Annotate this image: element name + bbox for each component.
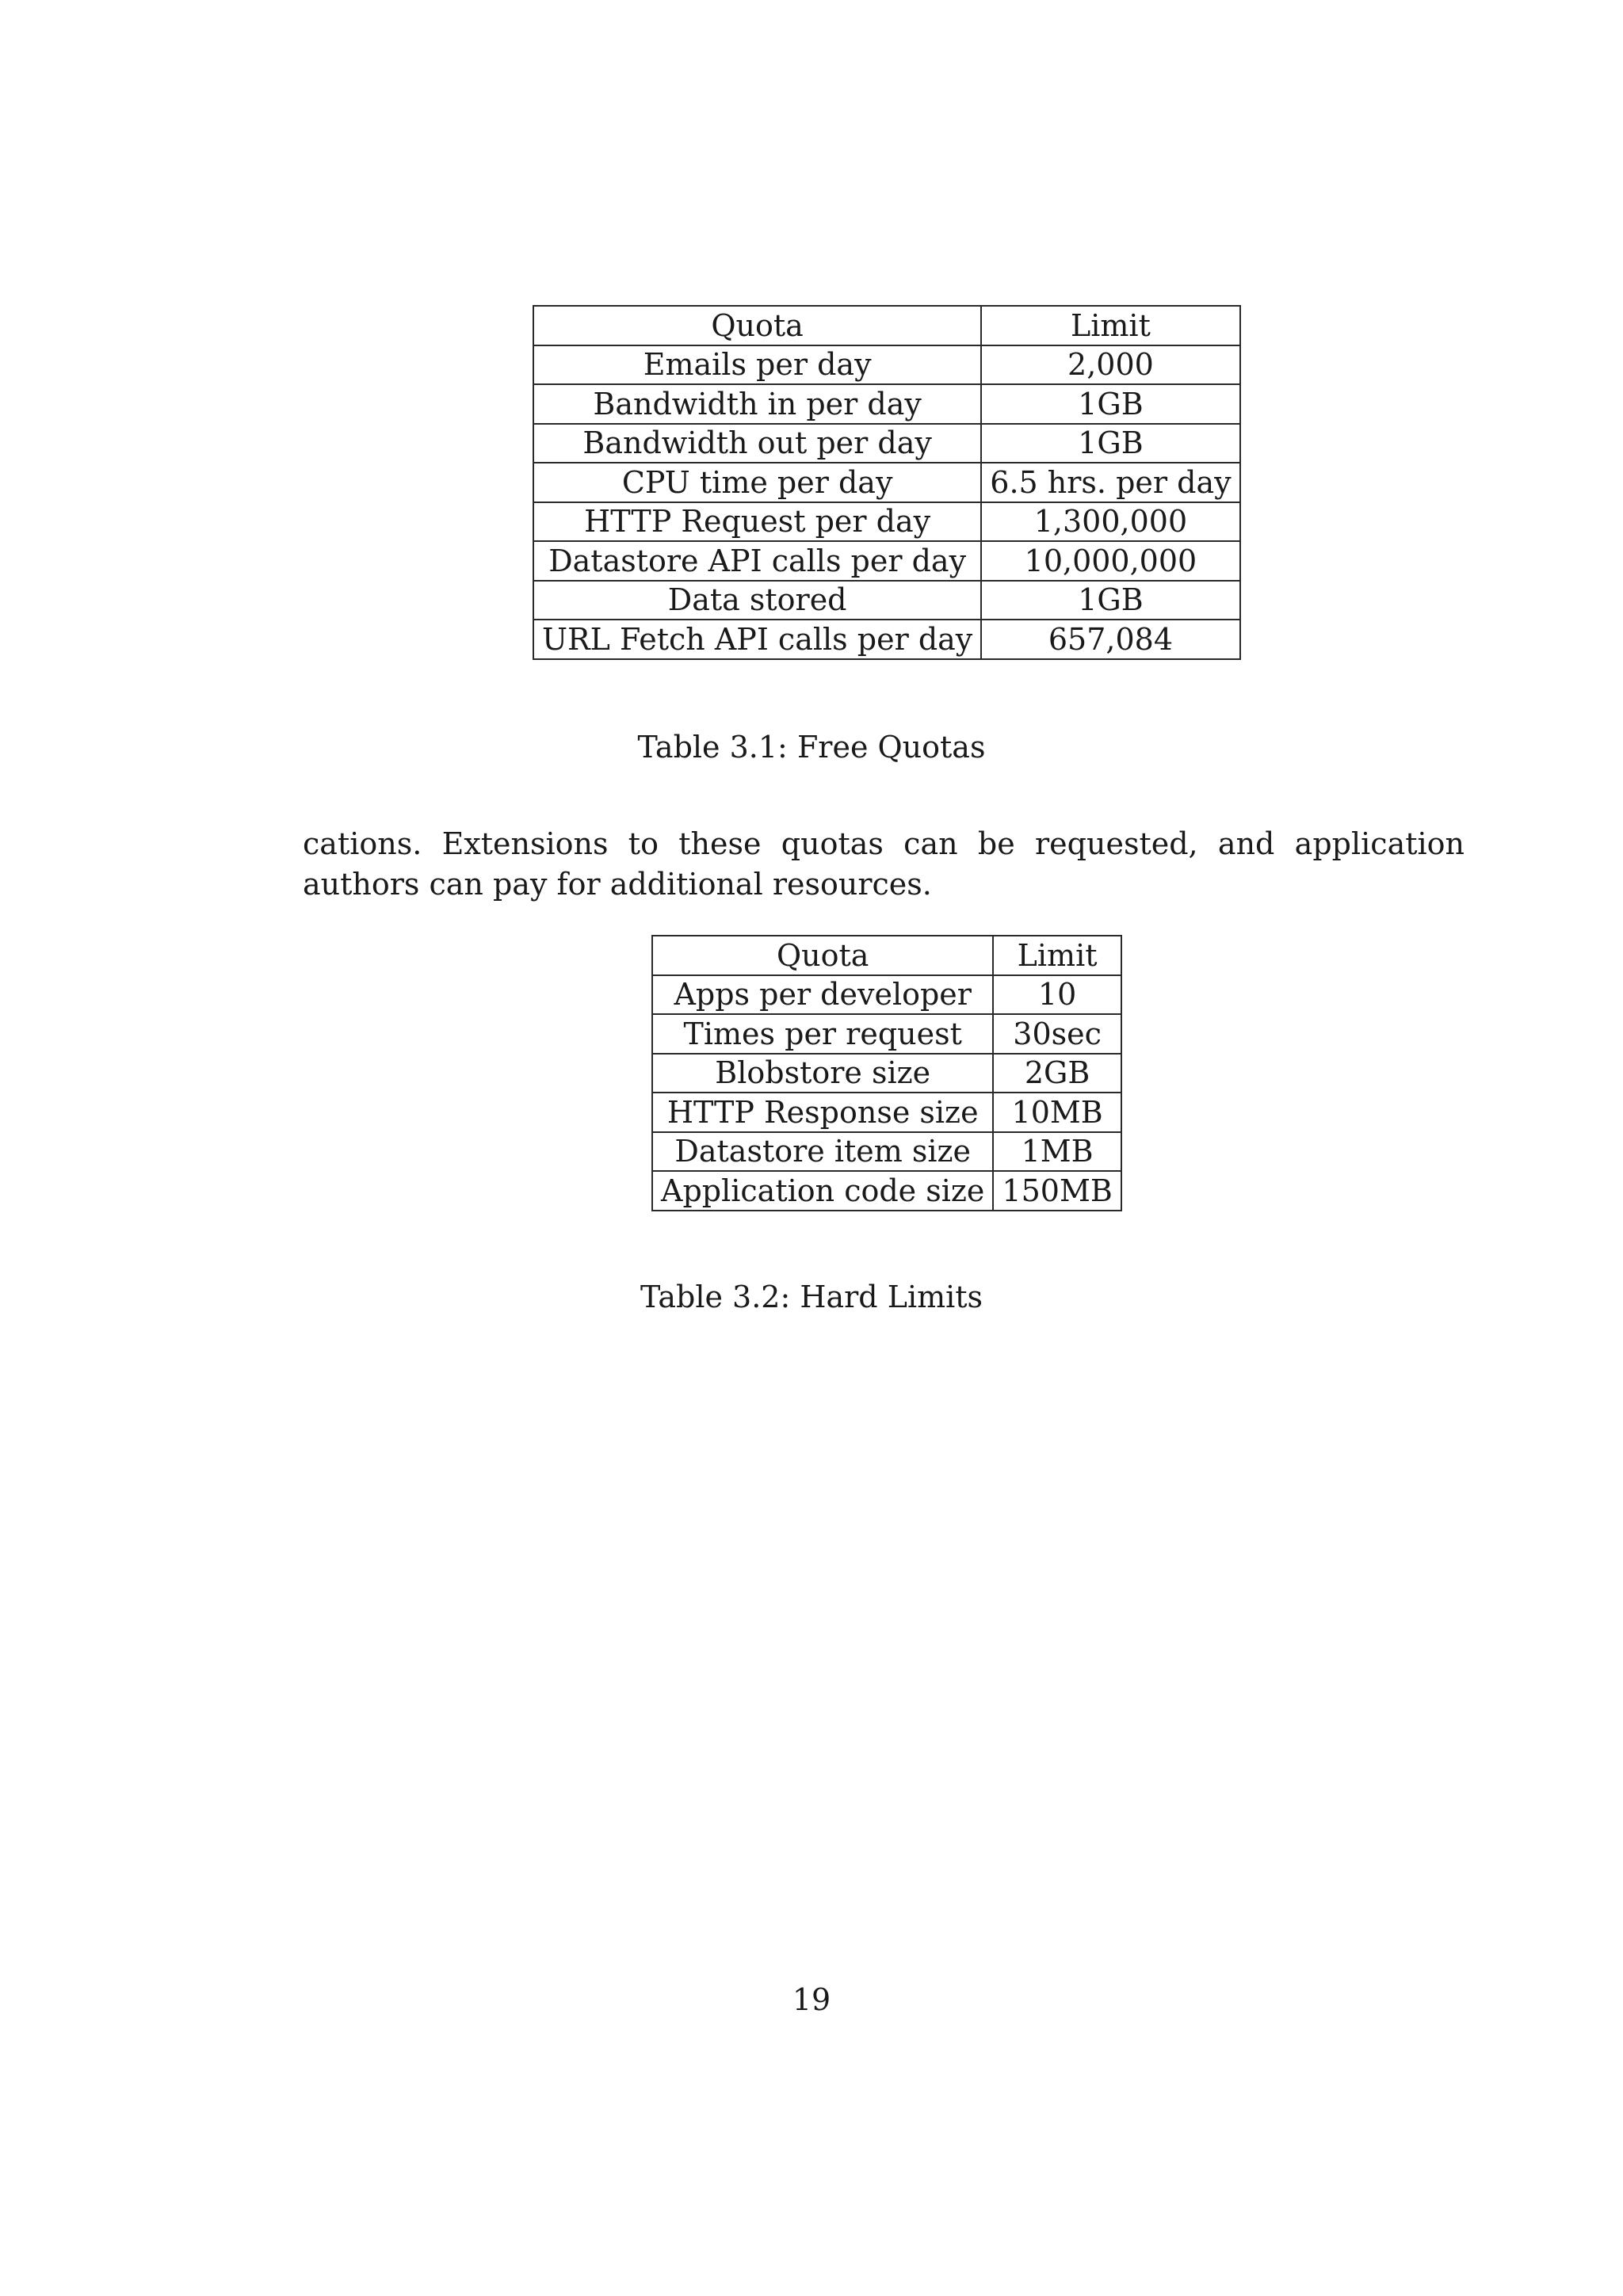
quota-cell: URL Fetch API calls per day <box>533 620 981 659</box>
hard-limits-table <box>651 935 1122 1211</box>
free-quotas-table <box>533 305 1241 660</box>
limit-cell: 657,084 <box>981 620 1239 659</box>
table-header-row <box>652 936 1121 975</box>
quota-cell: HTTP Response size <box>652 1093 993 1132</box>
table-row <box>533 345 1240 385</box>
column-header-quota: Quota <box>533 306 981 345</box>
quota-cell: Datastore API calls per day <box>533 541 981 581</box>
table-row <box>652 1014 1121 1054</box>
quota-cell: Datastore item size <box>652 1132 993 1172</box>
limit-cell: 30sec <box>993 1014 1121 1054</box>
table-row <box>652 975 1121 1015</box>
quota-cell: Bandwidth in per day <box>533 384 981 424</box>
limit-cell: 10,000,000 <box>981 541 1239 581</box>
limit-cell: 6.5 hrs. per day <box>981 463 1239 502</box>
quota-cell: Apps per developer <box>652 975 993 1015</box>
table-row <box>652 1171 1121 1211</box>
table-row <box>533 502 1240 542</box>
table-row <box>533 424 1240 463</box>
limit-cell: 1GB <box>981 384 1239 424</box>
table-row <box>533 581 1240 620</box>
table-header-row <box>533 306 1240 345</box>
table-row <box>652 1093 1121 1132</box>
quota-cell: HTTP Request per day <box>533 502 981 542</box>
table-caption-hard-limits: Table 3.2: Hard Limits <box>640 1280 983 1314</box>
limit-cell: 150MB <box>993 1171 1121 1211</box>
limit-cell: 1GB <box>981 424 1239 463</box>
limit-cell: 10 <box>993 975 1121 1015</box>
quota-cell: Bandwidth out per day <box>533 424 981 463</box>
table-caption-free-quotas: Table 3.1: Free Quotas <box>637 730 986 765</box>
table-row <box>533 541 1240 581</box>
table-row <box>533 384 1240 424</box>
column-header-limit: Limit <box>981 306 1239 345</box>
quota-cell: Blobstore size <box>652 1054 993 1093</box>
limit-cell: 1MB <box>993 1132 1121 1172</box>
limit-cell: 2,000 <box>981 345 1239 385</box>
page-number: 19 <box>792 1982 831 2017</box>
quota-cell: Times per request <box>652 1014 993 1054</box>
limit-cell: 10MB <box>993 1093 1121 1132</box>
quota-cell: CPU time per day <box>533 463 981 502</box>
column-header-quota: Quota <box>652 936 993 975</box>
table-row <box>533 463 1240 502</box>
limit-cell: 1,300,000 <box>981 502 1239 542</box>
limit-cell: 2GB <box>993 1054 1121 1093</box>
quota-cell: Application code size <box>652 1171 993 1211</box>
column-header-limit: Limit <box>993 936 1121 975</box>
table-row <box>652 1054 1121 1093</box>
body-paragraph: cations. Extensions to these quotas can be requested, and application authors can pay for additional resources. <box>303 826 1465 902</box>
quota-cell: Data stored <box>533 581 981 620</box>
table-row <box>652 1132 1121 1172</box>
table-row <box>533 620 1240 659</box>
limit-cell: 1GB <box>981 581 1239 620</box>
quota-cell: Emails per day <box>533 345 981 385</box>
